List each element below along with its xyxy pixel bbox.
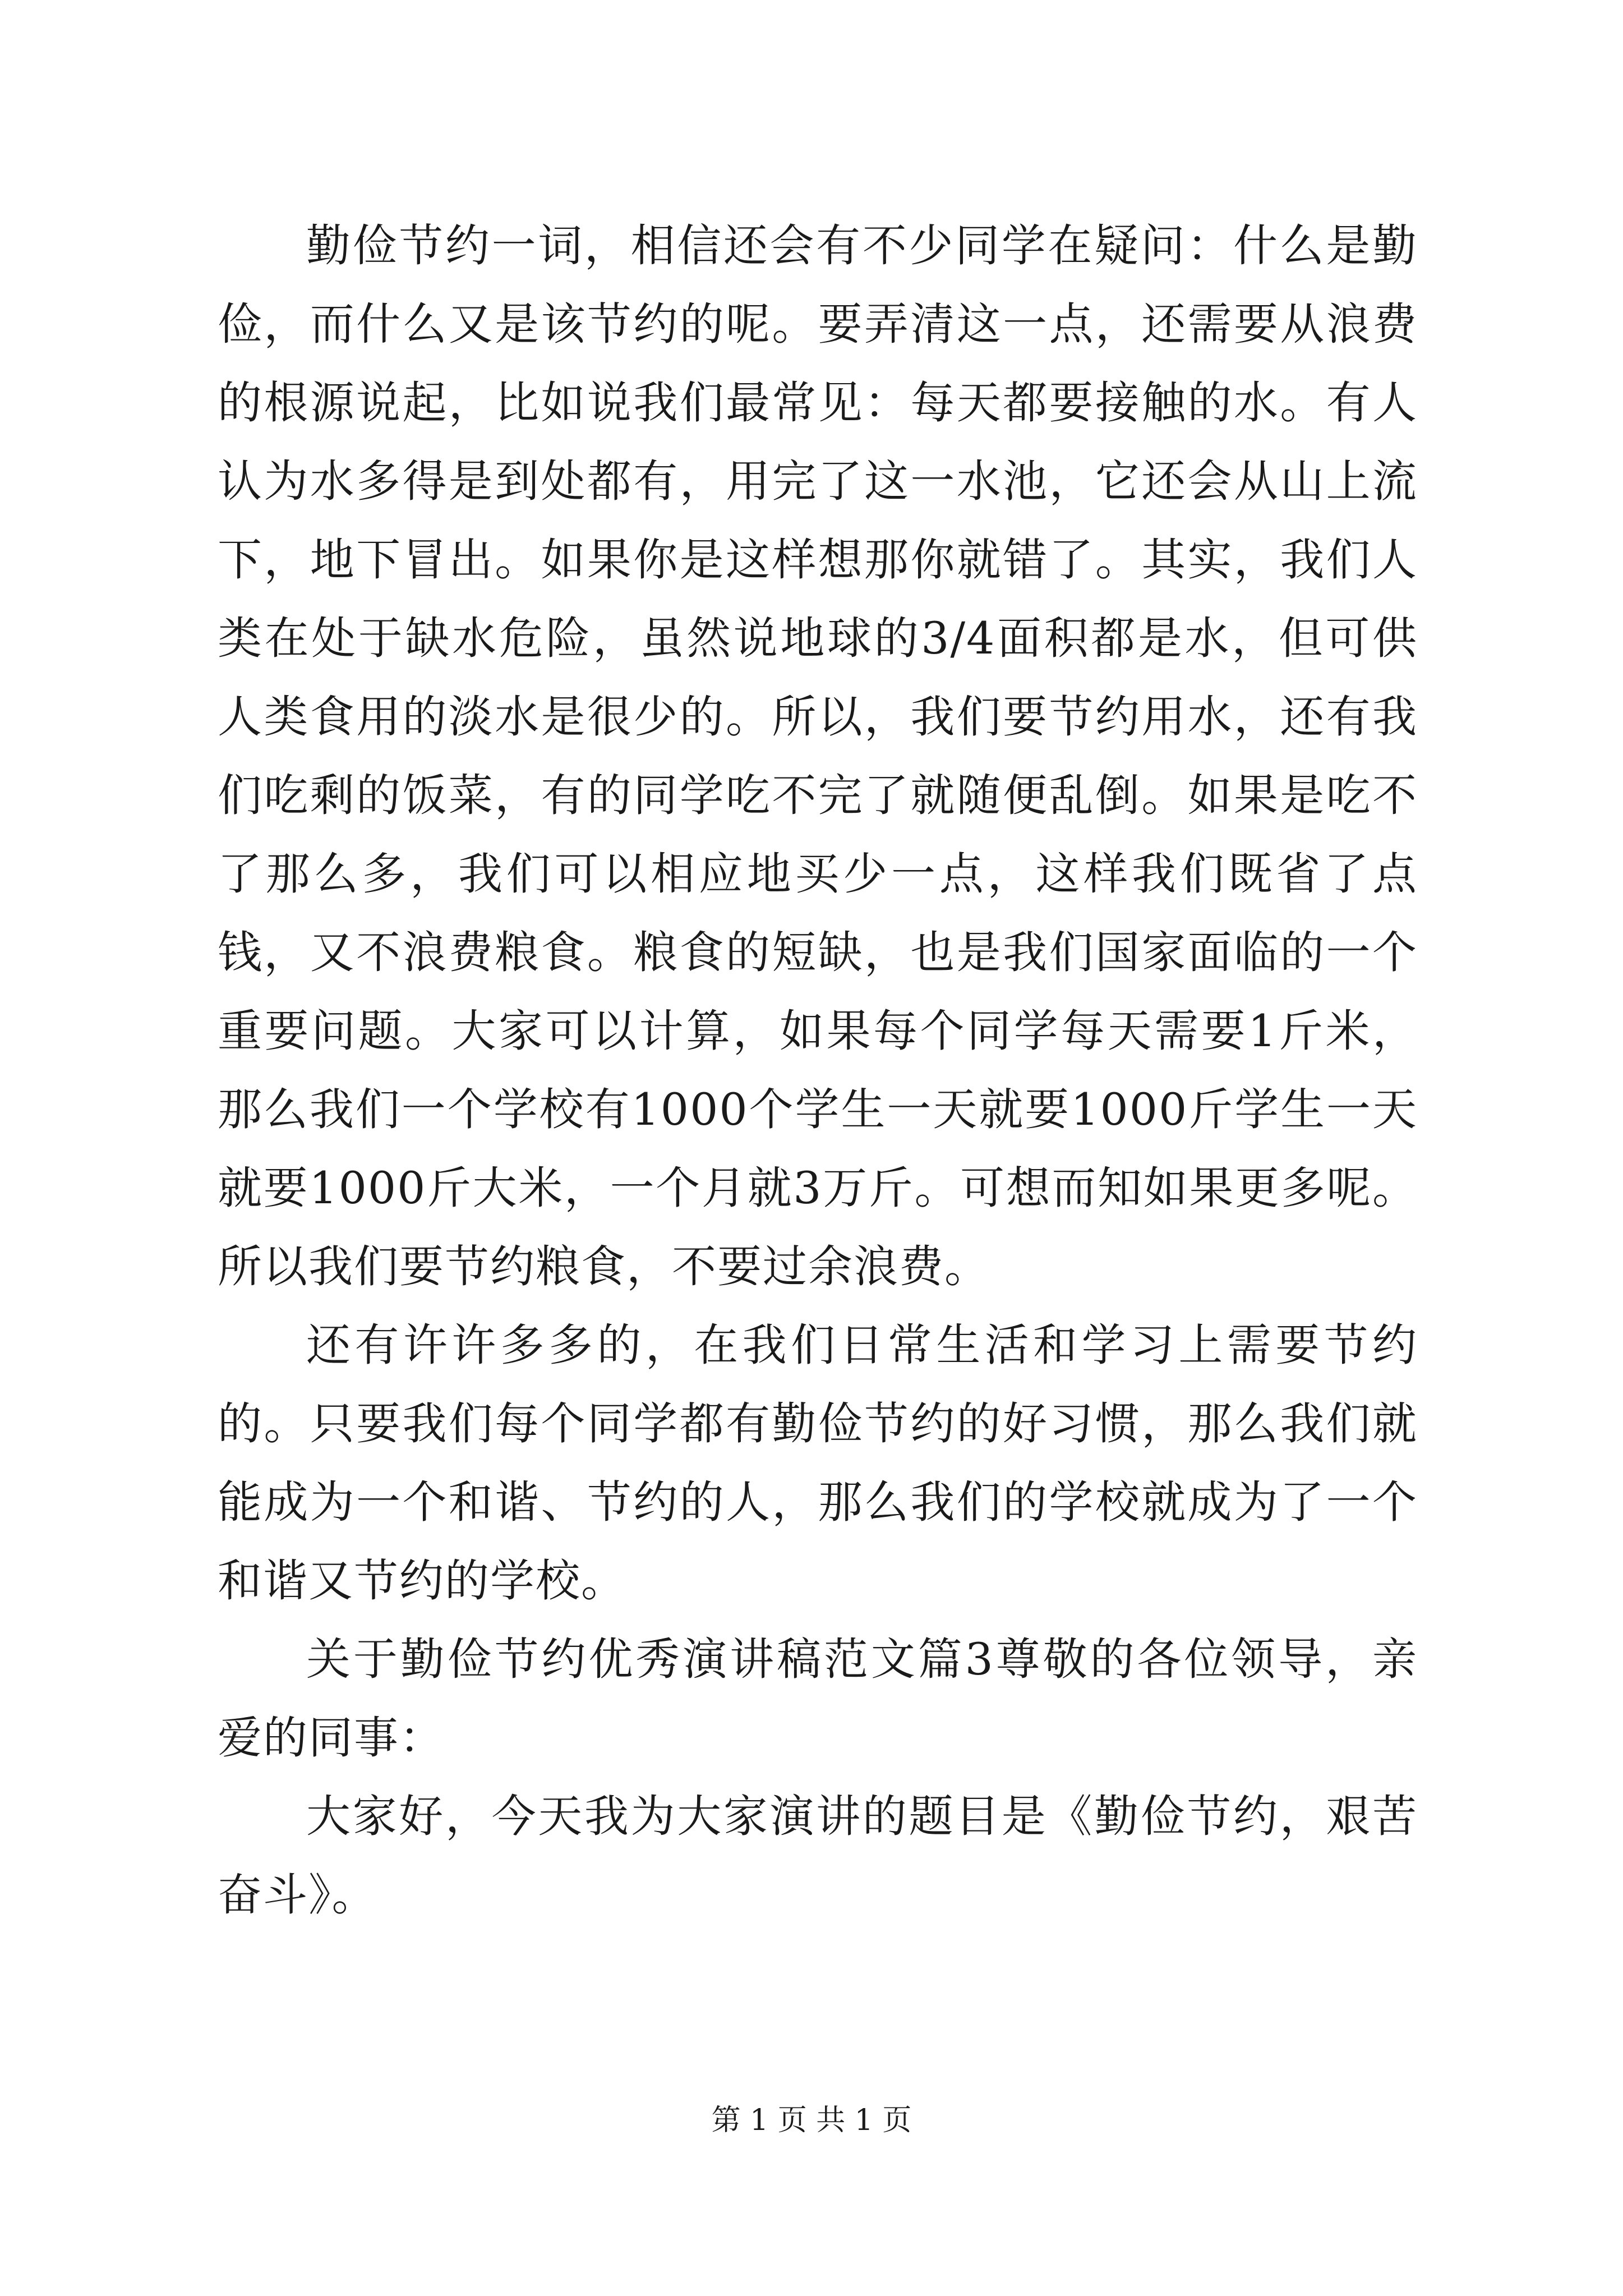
- document-body: [218, 206, 1418, 1934]
- body-paragraph-3: 关于勤俭节约优秀演讲稿范文篇3尊敬的各位领导，亲爱的同事：: [218, 1634, 1418, 1764]
- page-footer: 第 1 页 共 1 页: [711, 2104, 912, 2137]
- body-paragraph-2: 还有许许多多的，在我们日常生活和学习上需要节约的。只要我们每个同学都有勤俭节约的好习惯，那么我们就能成为一个和谐、节约的人，那么我们的学校就成为了一个和谐又节约的学校。: [218, 1319, 1418, 1607]
- body-paragraph-4: 大家好，今天我为大家演讲的题目是《勤俭节约，艰苦奋斗》。: [218, 1791, 1418, 1921]
- body-paragraph-1: 勤俭节约一词，相信还会有不少同学在疑问：什么是勤俭，而什么又是该节约的呢。要弄清这一点，还需要从浪费的根源说起，比如说我们最常见：每天都要接触的水。有人认为水多得是到处都有，用完了这一水池，它还会从山上流下，地下冒出。如果你是这样想那你就错了。其实，我们人类在处于缺水危险，虽然说地球的3/4面积都是水，但可供人类食用的淡水是很少的。所以，我们要节约用水，还有我们吃剩的饭菜，有的同学吃不完了就随便乱倒。如果是吃不了那么多，我们可以相应地买少一点，这样我们既省了点钱，又不浪费粮食。粮食的短缺，也是我们国家面临的一个重要问题。大家可以计算，如果每个同学每天需要1斤米，那么我们一个学校有1000个学生一天就要1000斤学生一天就要1000斤大米，一个月就3万斤。可想而知如果更多呢。所以我们要节约粮食，不要过余浪费。: [218, 220, 1418, 1292]
